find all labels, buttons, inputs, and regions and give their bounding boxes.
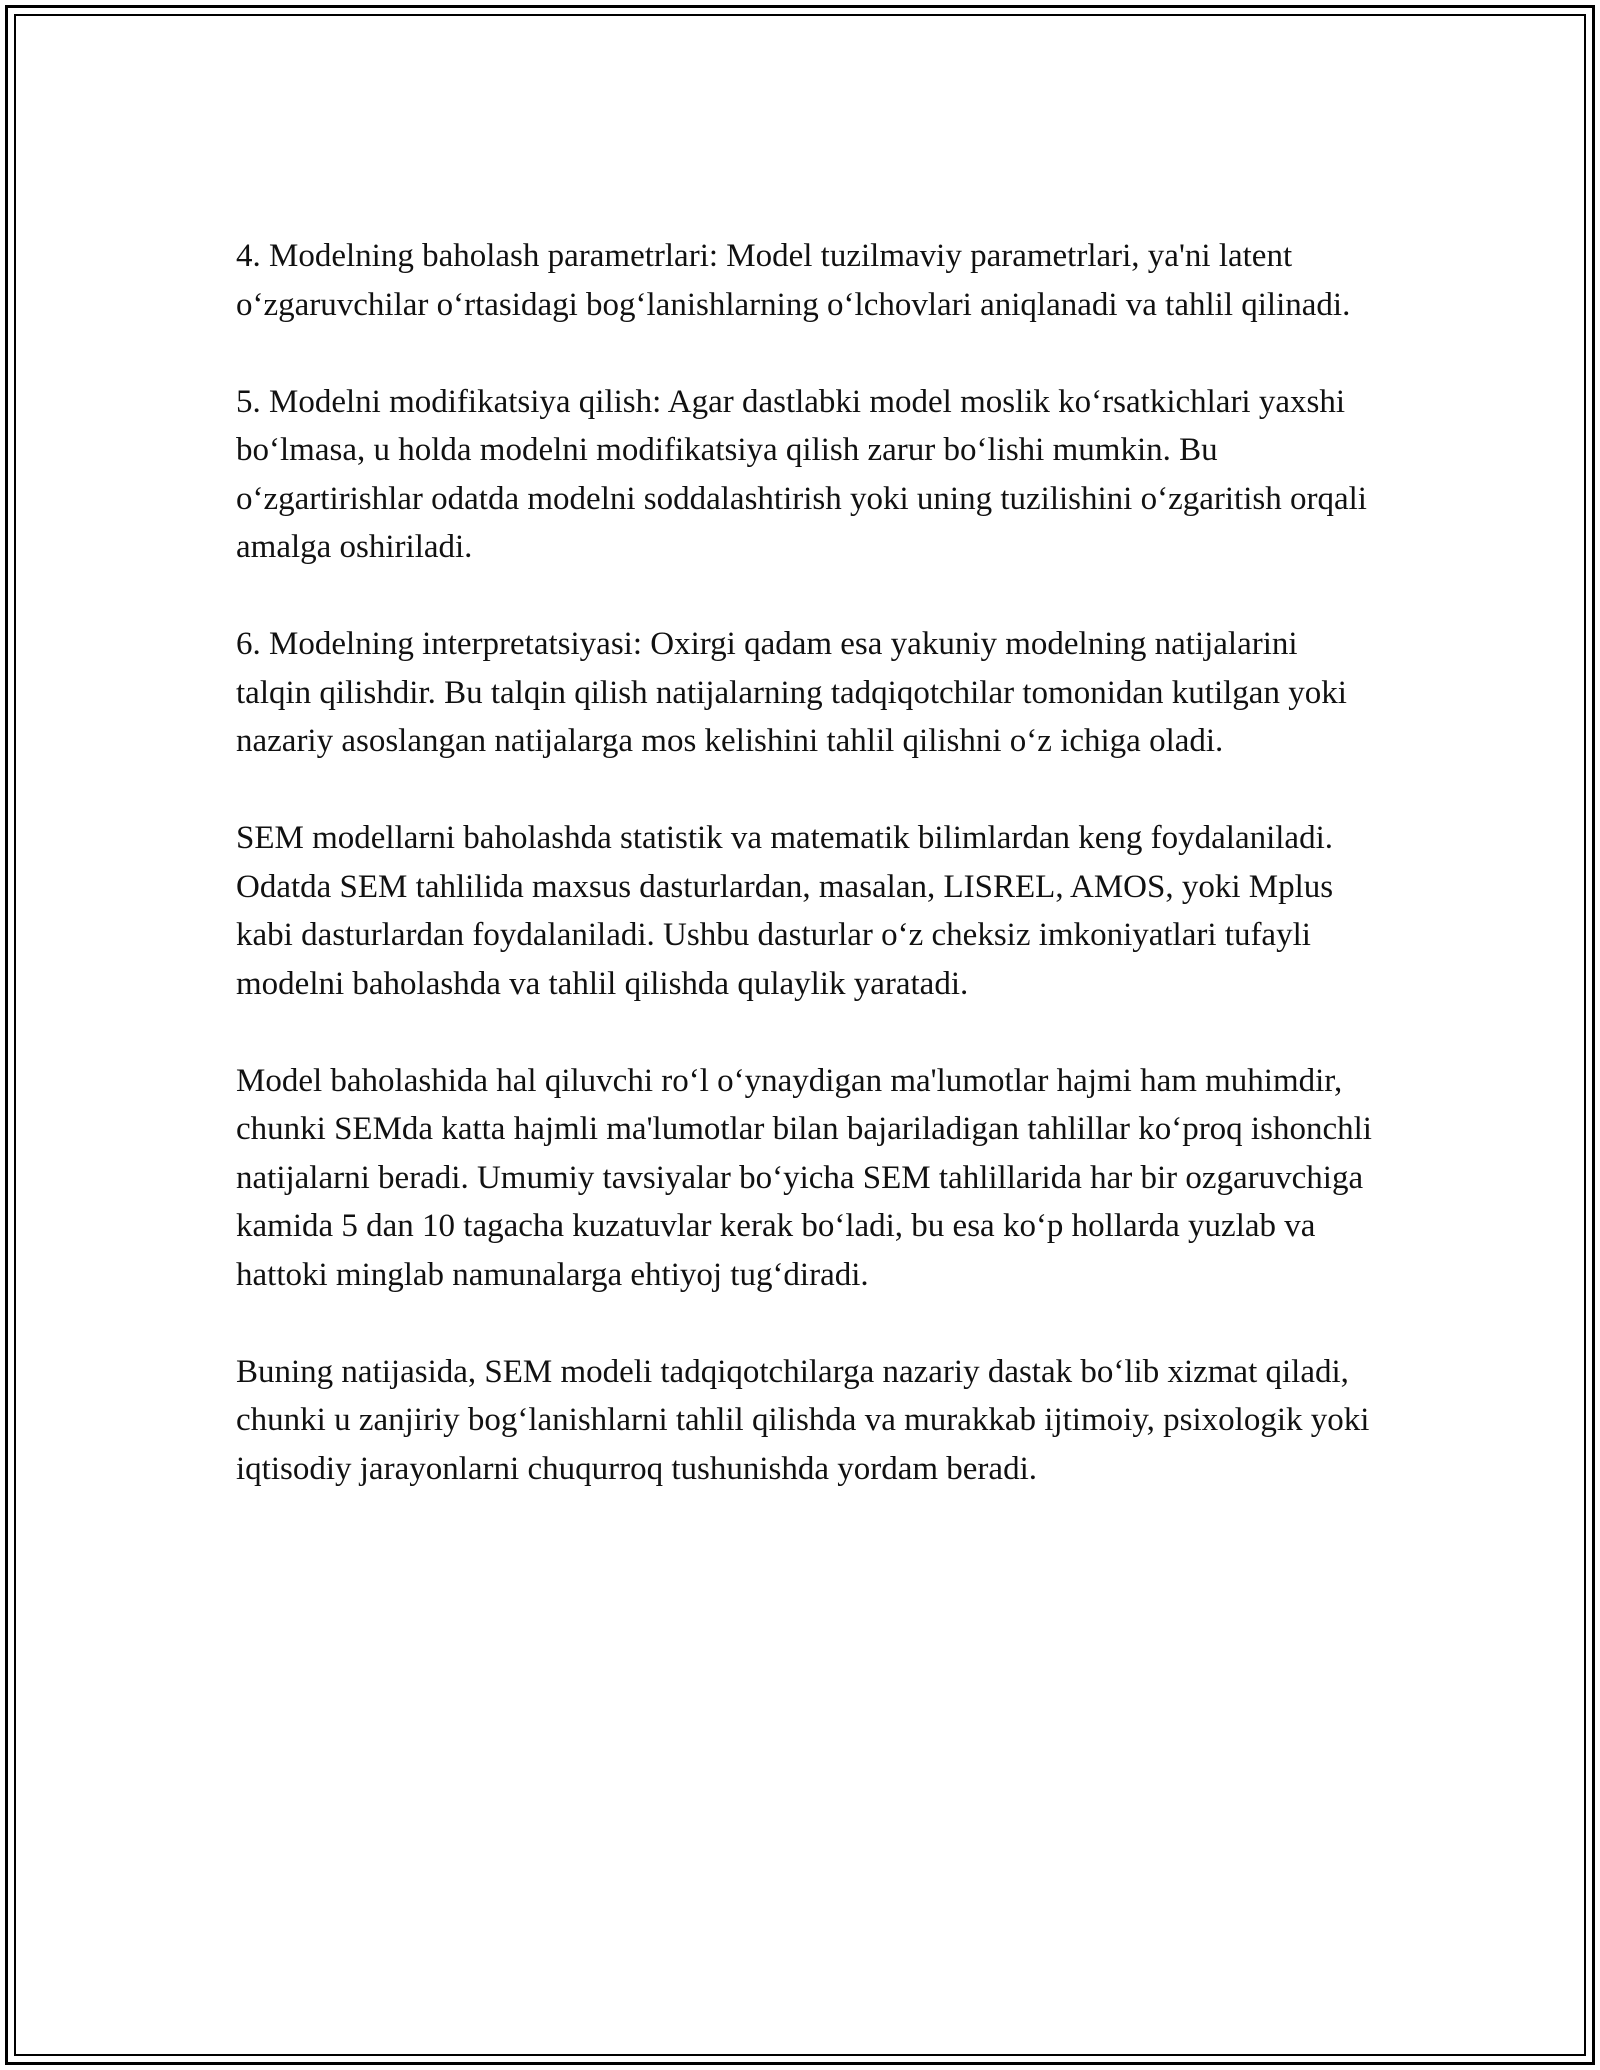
paragraph-step-6: 6. Modelning interpretatsiyasi: Oxirgi qadam esa yakuniy modelning natijalarini talqin qilishdir. Bu talqin qilish natijalarning tadqiqotchilar tomonidan kutilgan yoki nazariy asoslangan natijalarga mos kelishini tahlil qilishni o‘z ichiga oladi. <box>236 626 1347 759</box>
paragraph-sem-software: SEM modellarni baholashda statistik va matematik bilimlardan keng foydalaniladi. Odatda SEM tahlilida maxsus dasturlardan, masalan, LISREL, AMOS, yoki Mplus kabi dasturlardan foydalaniladi. Ushbu dasturlar o‘z cheksiz imkoniyatlari tufayli modelni baholashda va tahlil qilishda qulaylik yaratadi. <box>236 820 1334 1002</box>
paragraph-step-5: 5. Modelni modifikatsiya qilish: Agar dastlabki model moslik ko‘rsatkichlari yaxshi bo‘lmasa, u holda modelni modifikatsiya qilish zarur bo‘lishi mumkin. Bu o‘zgartirishlar odatda modelni soddalashtirish yoki uning tuzilishini o‘zgaritish orqali amalga oshiriladi. <box>236 383 1367 565</box>
paragraph-sample-size: Model baholashida hal qiluvchi ro‘l o‘ynaydigan ma'lumotlar hajmi ham muhimdir, chunki SEMda katta hajmli ma'lumotlar bilan bajariladigan tahlillar ko‘proq ishonchli natijalarni beradi. Umumiy tavsiyalar bo‘yicha SEM tahlillarida har bir ozgaruvchiga kamida 5 dan 10 tagacha kuzatuvlar kerak bo‘ladi, bu esa ko‘p hollarda yuzlab va hattoki minglab namunalarga ehtiyoj tug‘diradi. <box>236 1062 1372 1293</box>
paragraph-conclusion: Buning natijasida, SEM modeli tadqiqotchilarga nazariy dastak bo‘lib xizmat qiladi, chunki u zanjiriy bog‘lanishlarni tahlil qilishda va murakkab ijtimoiy, psixologik yoki iqtisodiy jarayonlarni chuqurroq tushunishda yordam beradi. <box>236 1353 1370 1487</box>
document-body <box>236 232 1376 1542</box>
paragraph-step-4: 4. Modelning baholash parametrlari: Model tuzilmaviy parametrlari, ya'ni latent o‘zgaruvchilar o‘rtasidagi bog‘lanishlarning o‘lchovlari aniqlanadi va tahlil qilinadi. <box>236 238 1351 323</box>
